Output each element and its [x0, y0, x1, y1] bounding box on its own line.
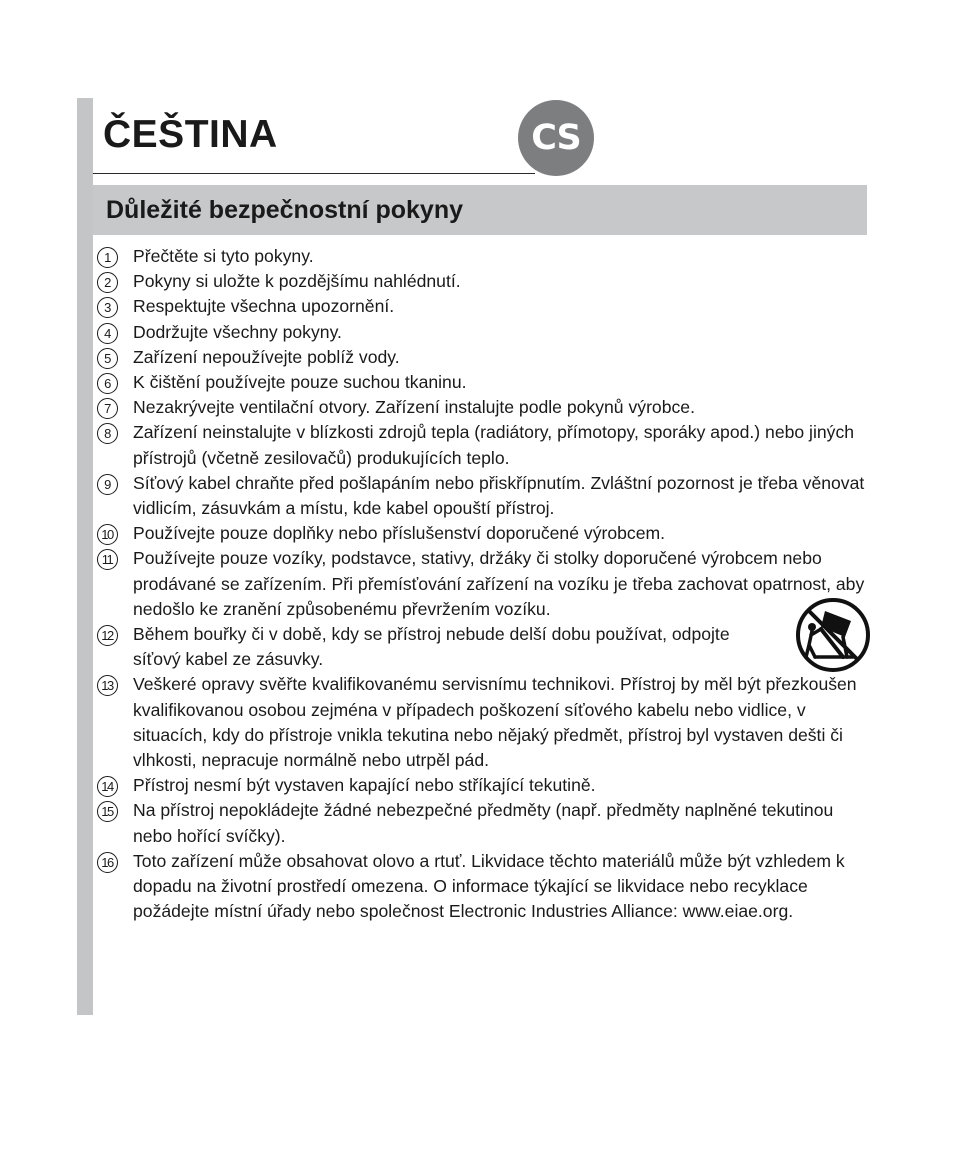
item-number: 2	[104, 275, 110, 291]
item-text: Respektujte všechna upozornění.	[133, 296, 395, 317]
item-text: Síťový kabel chraňte před pošlapáním nebo přiskřípnutím. Zvláštní pozornost je třeba věnovat vidlicím, zásuvkám a místu, kde kabel opouští přístroj.	[133, 472, 865, 519]
list-item	[97, 294, 872, 319]
list-item	[97, 244, 872, 269]
list-item	[97, 521, 872, 546]
item-number-circle	[97, 549, 118, 570]
item-text: Nezakrývejte ventilační otvory. Zařízení instalujte podle pokynů výrobce.	[133, 397, 695, 418]
item-number-circle	[97, 323, 118, 344]
item-number: 14	[101, 779, 113, 795]
list-item	[97, 471, 872, 521]
item-number-circle	[97, 474, 118, 495]
section-title: Důležité bezpečnostní pokyny	[106, 196, 464, 224]
item-number-circle	[97, 852, 118, 873]
list-item	[97, 849, 872, 925]
item-number-circle	[97, 524, 118, 545]
item-text: Používejte pouze doplňky nebo příslušenství doporučené výrobcem.	[133, 523, 666, 544]
item-text: Během bouřky či v době, kdy se přístroj nebude delší dobu používat, odpojte síťový kabel ze zásuvky.	[133, 624, 730, 670]
item-number: 5	[104, 350, 110, 366]
list-item	[97, 320, 872, 345]
item-text: Přečtěte si tyto pokyny.	[133, 246, 314, 266]
list-item	[97, 420, 872, 470]
item-text: Na přístroj nepokládejte žádné nebezpečné předměty (např. předměty naplněné tekutinou nebo hořící svíčky).	[133, 800, 834, 846]
item-number: 7	[104, 401, 110, 417]
item-text: Přístroj nesmí být vystaven kapající nebo stříkající tekutině.	[133, 775, 596, 796]
item-text: Zařízení neinstalujte v blízkosti zdrojů tepla (radiátory, přímotopy, sporáky apod.) nebo jiných přístrojů (včetně zesilovačů) produkujících teplo.	[133, 422, 855, 468]
item-number: 11	[101, 552, 113, 568]
item-number: 6	[104, 376, 110, 392]
item-text: Zařízení nepoužívejte poblíž vody.	[133, 346, 400, 367]
cart-tip-over-warning-icon	[795, 597, 871, 673]
item-number: 12	[101, 628, 113, 644]
list-item	[97, 546, 872, 622]
item-number-circle	[97, 272, 118, 293]
section-header-band	[93, 185, 867, 235]
item-number: 1	[104, 250, 110, 265]
item-number: 8	[104, 426, 110, 442]
list-item	[97, 622, 872, 672]
item-number-circle	[97, 297, 118, 318]
page-title: ČEŠTINA	[103, 113, 278, 156]
list-item	[97, 798, 872, 848]
item-text: Toto zařízení může obsahovat olovo a rtuť. Likvidace těchto materiálů může být vzhledem k dopadu na životní prostředí omezena. O informace týkající se likvidace nebo recyklace požádejte místní úřady nebo společnost Electronic Industries Alliance: www.eiae.org.	[133, 850, 845, 922]
item-text: Veškeré opravy svěřte kvalifikovanému servisnímu technikovi. Přístroj by měl být přezkoušen kvalifikovanou osobou zejména v případech poškození síťového kabelu nebo vidlice, v situacích, kdy do přístroje vnikla tekutina nebo nějaký předmět, přístroj byl vystaven dešti či vlhkosti, nepracuje normálně nebo utrpěl pád.	[133, 674, 857, 771]
item-number: 10	[101, 527, 113, 543]
language-code-badge: CS	[518, 100, 594, 176]
item-number: 13	[101, 678, 113, 694]
item-number-circle	[97, 675, 118, 696]
list-item	[97, 773, 872, 798]
safety-instructions-list	[97, 244, 872, 924]
list-item	[97, 345, 872, 370]
item-text: Pokyny si uložte k pozdějšímu nahlédnutí.	[133, 271, 461, 292]
item-text: K čištění používejte pouze suchou tkaninu.	[133, 372, 467, 393]
item-number: 16	[101, 854, 113, 870]
item-number: 15	[101, 804, 113, 820]
item-number: 3	[104, 300, 110, 316]
list-item	[97, 395, 872, 420]
item-number-circle	[97, 373, 118, 394]
list-item	[97, 370, 872, 395]
item-number-circle	[97, 423, 118, 444]
title-underline	[93, 173, 535, 174]
item-number: 9	[104, 476, 110, 492]
item-text: Dodržujte všechny pokyny.	[133, 321, 342, 342]
item-number-circle	[97, 398, 118, 419]
item-text: Používejte pouze vozíky, podstavce, stativy, držáky či stolky doporučené výrobcem nebo prodávané se zařízením. Při přemísťování zařízení na vozíku je třeba zachovat opatrnost, aby nedošlo ke zranění způsobenému převržením vozíku.	[133, 548, 865, 619]
item-number-circle	[97, 776, 118, 797]
list-item	[97, 269, 872, 294]
item-number-circle	[97, 625, 118, 646]
list-item	[97, 672, 872, 773]
item-number-circle	[97, 247, 118, 268]
item-number-circle	[97, 348, 118, 369]
item-number: 4	[104, 325, 110, 341]
item-number-circle	[97, 801, 118, 822]
side-accent-bar	[77, 98, 93, 1015]
